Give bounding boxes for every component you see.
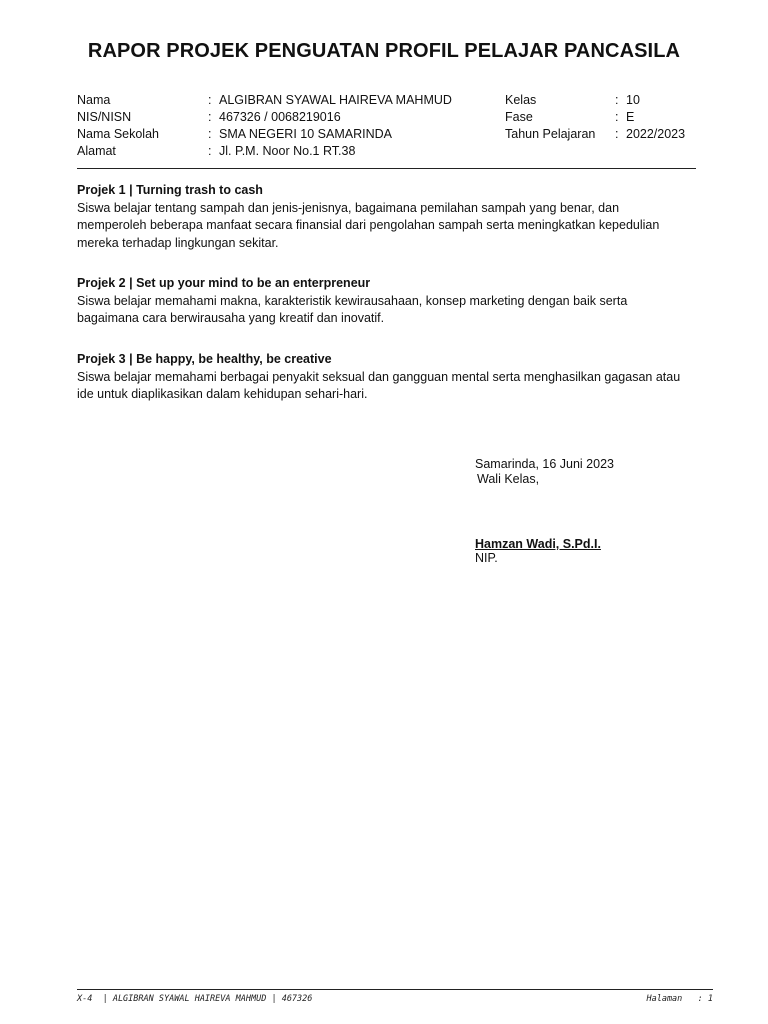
info-row-alamat [77, 143, 696, 160]
colon: : [208, 127, 212, 141]
page-footer [77, 994, 713, 1006]
colon: : [208, 110, 212, 124]
project-2-heading: Projek 2 | Set up your mind to be an enterpreneur [77, 276, 371, 290]
project-2 [77, 275, 687, 328]
project-3 [77, 351, 687, 404]
nisn-value: 467326 / 0068219016 [219, 110, 341, 124]
signature-place-date: Samarinda, 16 Juni 2023 [475, 457, 614, 471]
colon: : [208, 93, 212, 107]
colon: : [208, 144, 212, 158]
project-1-heading: Projek 1 | Turning trash to cash [77, 183, 263, 197]
signature-name: Hamzan Wadi, S.Pd.I. [475, 537, 601, 551]
alamat-value: Jl. P.M. Noor No.1 RT.38 [219, 144, 356, 158]
tahun-label: Tahun Pelajaran [505, 127, 596, 141]
kelas-label: Kelas [505, 93, 537, 107]
info-row-nama [77, 92, 696, 109]
info-row-sekolah [77, 126, 696, 143]
header-divider [77, 168, 696, 169]
nisn-label: NIS/NISN [77, 110, 132, 124]
signature-role: Wali Kelas, [477, 472, 540, 486]
fase-label: Fase [505, 110, 533, 124]
sekolah-label: Nama Sekolah [77, 127, 159, 141]
nama-value: ALGIBRAN SYAWAL HAIREVA MAHMUD [219, 93, 452, 107]
info-row-nisn [77, 109, 696, 126]
project-1-description: Siswa belajar tentang sampah dan jenis-jenisnya, bagaimana pemilahan sampah yang benar, dan memperoleh beberapa manfaat secara finansial dari pengolahan sampah serta meningkatkan kepedulian mereka terhadap lingkungan sekitar. [77, 200, 660, 250]
colon: : [615, 110, 619, 124]
project-3-heading: Projek 3 | Be happy, be healthy, be creative [77, 352, 332, 366]
project-3-description: Siswa belajar memahami berbagai penyakit seksual dan gangguan mental serta menghasilkan gagasan atau ide untuk diaplikasikan dalam kehidupan sehari-hari. [77, 369, 681, 401]
colon: : [615, 127, 619, 141]
kelas-value: 10 [626, 93, 640, 107]
report-title: RAPOR PROJEK PENGUATAN PROFIL PELAJAR PANCASILA [87, 40, 681, 62]
colon: : [615, 93, 619, 107]
tahun-value: 2022/2023 [626, 127, 686, 141]
footer-student-ref: X-4 | ALGIBRAN SYAWAL HAIREVA MAHMUD | 467326 [77, 994, 313, 1004]
project-2-description: Siswa belajar memahami makna, karakteristik kewirausahaan, konsep marketing dengan baik serta bagaimana cara berwirausaha yang kreatif dan inovatif. [77, 293, 628, 325]
fase-value: E [626, 110, 635, 124]
project-1 [77, 182, 687, 252]
sekolah-value: SMA NEGERI 10 SAMARINDA [219, 127, 392, 141]
student-info [77, 92, 696, 160]
footer-page-number: Halaman : 1 [646, 994, 713, 1004]
alamat-label: Alamat [77, 144, 116, 158]
nama-label: Nama [77, 93, 111, 107]
signature-nip: NIP. [475, 551, 498, 565]
footer-divider [77, 989, 713, 990]
